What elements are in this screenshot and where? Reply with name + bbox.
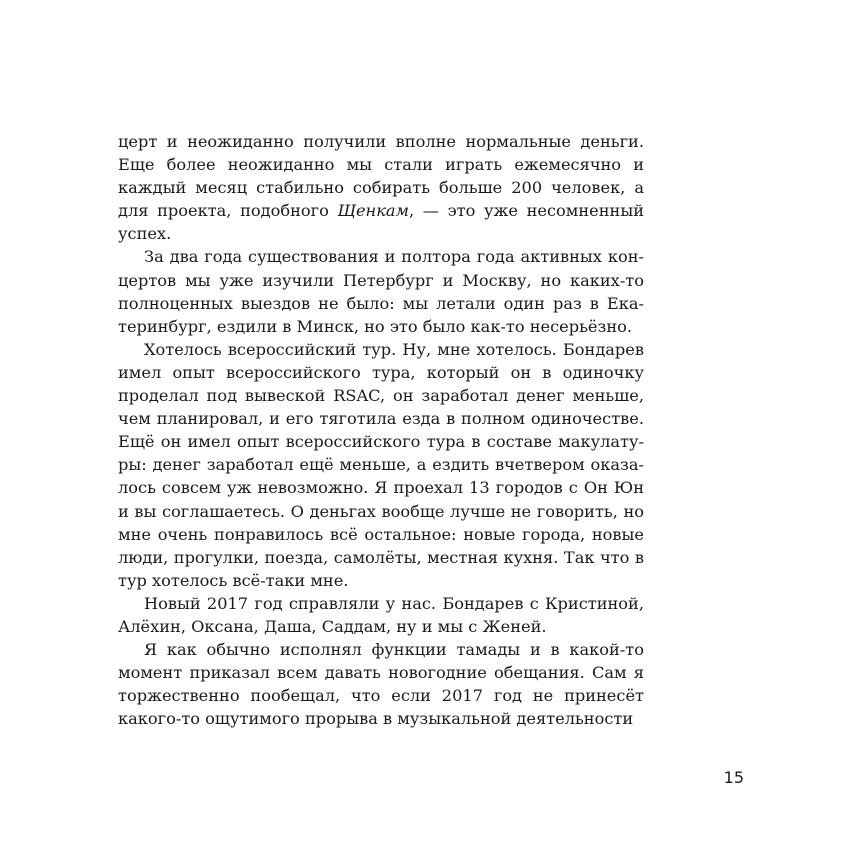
paragraph-1-text-end: , — это уже несомненный успех. [118,201,645,244]
paragraph-2: За два года существования и полтора года активных концертов мы уже изучили Петербург и Москву, но каких-то полноценных выездов не было: мы летали один раз в Екатеринбург, ездили в Минск, но это было как-то несерьёзно. [118,247,644,336]
band-name-italic: Щенкам [337,201,409,221]
page-number: 15 [723,768,744,787]
paragraph-1-text-start: церт и неожиданно получили вполне нормальные деньги. Еще более неожиданно мы стали играть ежемесячно и каждый месяц стабильно собирать больше 200 человек, а для проекта, подобного [118,132,644,221]
paragraph-3: Хотелось всероссийский тур. Ну, мне хотелось. Бондарев имел опыт всероссийского тура, который он в одиночку проделал под вывеской RSAC, он заработал денег меньше, чем планировал, и его тяготила езда в полном одиночестве. Ещё он имел опыт всероссийского тура в составе макулатуры: денег заработал ещё меньше, а ездить вчетвером оказалось совсем уж невозможно. Я проехал 13 городов с Он Юн и вы соглашаетесь. О деньгах вообще лучше не говорить, но мне очень понравилось всё остальное: новые города, новые люди, прогулки, поезда, самолёты, местная кухня. Так что в тур хотелось всё-таки мне. [118,339,644,590]
paragraph-4: Новый 2017 год справляли у нас. Бондарев с Кристиной, Алёхин, Оксана, Даша, Саддам, ну и мы с Женей. [118,593,644,636]
paragraph-1 [118,130,644,245]
page-body-text [118,130,644,730]
paragraph-5: Я как обычно исполнял функции тамады и в какой-то момент приказал всем давать новогодние обещания. Сам я торжественно пообещал, что если 2017 год не принесёт какого-то ощутимого прорыва в музыкальной деятельности [118,640,644,729]
